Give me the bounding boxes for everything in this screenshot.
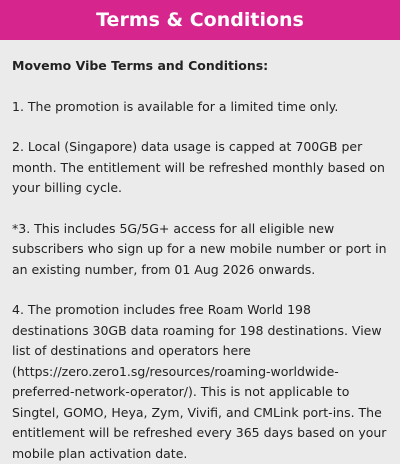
terms-paragraph-4: 4. The promotion includes free Roam World 198 destinations 30GB data roaming for 198 destinations. View list of destinations and operators here (https://zero.zero1.sg/resources/roaming-worldwide-preferred-network-operator/). This is not applicable to Singtel, GOMO, Heya, Zym, Vivifi, and CMLink port-ins. The entitlement will be refreshed every 365 days based on your mobile plan activation date. (12, 302, 387, 461)
terms-paragraph-2: 2. Local (Singapore) data usage is capped at 700GB per month. The entitlement will be refreshed monthly based on your billing cycle. (12, 139, 385, 195)
terms-header (0, 0, 400, 40)
page-title: Terms & Conditions (96, 9, 304, 31)
terms-paragraph-1: 1. The promotion is available for a limited time only. (12, 98, 339, 114)
terms-content[interactable] (0, 40, 400, 464)
terms-intro: Movemo Vibe Terms and Conditions: (12, 58, 269, 73)
terms-paragraph-3: *3. This includes 5G/5G+ access for all eligible new subscribers who sign up for a new mobile number or port in an existing number, from 01 Aug 2026 onwards. (12, 220, 387, 277)
